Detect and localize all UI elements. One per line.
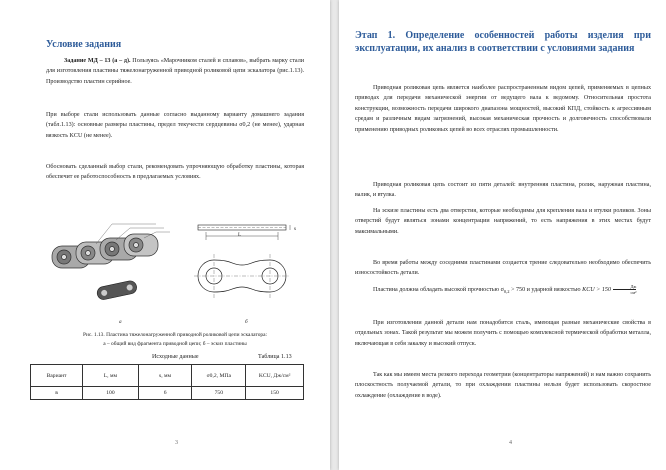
source-data-table [30, 364, 304, 400]
cell-kcu: 150 [246, 387, 304, 400]
table-number: Таблица 1.13 [258, 354, 292, 360]
table-row [31, 387, 304, 400]
cell-sigma: 750 [192, 387, 246, 400]
right-paragraph-6: При изготовлении данной детали нам понадобится сталь, имеющая разные механические свойства в отдельных зонах. Такой результат мы можем получить с помощью комплексной термической обработки металла, включающая в себя закалку и высокий отпуск. [355, 320, 651, 347]
task-text: Пользуясь «Марочником сталей и сплавов», выбрать марку стали для изготовления пластины тяжелонагруженной приводной роликовой цепи эскалатора (рис.1.13). Производство пластин серийное. [46, 58, 304, 85]
kcu-units-fraction [613, 284, 637, 295]
kcu-formula: KCU > 150 [582, 286, 611, 293]
left-heading: Условие задания [46, 39, 122, 50]
paragraph-2: При выборе стали использовать данные согласно выданному варианту домашнего задания (табл.1.13): основные размеры пластины, предел текучести сердцевины σ0,2 (не менее), ударная вязкость KCU (не менее). [46, 112, 304, 139]
page-number-left: 3 [175, 440, 178, 446]
header-variant: Вариант [31, 365, 83, 387]
header-L: L, мм [83, 365, 139, 387]
dimension-L: L [238, 232, 242, 238]
cell-L: 100 [83, 387, 139, 400]
right-paragraph-3: На эскизе пластины есть два отверстия, которые необходимы для крепления вала и втулки роликов. Зоны отверстий будут являться зонами концентрации напряжений, то есть напряжения в этих местах будут максимальными. [355, 208, 651, 235]
right-heading: Этап 1. Определение особенностей работы изделия при эксплуатации, их анализ в соответствии с условиями задания [355, 30, 651, 54]
right-paragraph-4: Во время работы между соседними пластинами создается трение следовательно необходимо обеспечить износостойкость детали. [355, 260, 651, 277]
sigma-subscript: 0,2 [503, 289, 510, 295]
task-id: Задание МД – 13 (а – д). [64, 58, 131, 64]
plate-front-view [194, 254, 290, 298]
figure-caption-line-1: Рис. 1.13. Пластина тяжелонагруженной приводной роликовой цепи эскалатора: [82, 332, 268, 338]
right-paragraph-7: Так как мы имеем места резкого перехода геометрии (концентраторы напряжений) и нам важно сохранить плоскостность получаемой детали, то при охлаждении пластины нельзя будет использовать скоростное охлаждение (охлаждение в воде). [355, 372, 651, 399]
strength-text: Пластина должна обладать высокой прочностью σ [373, 286, 504, 293]
chain-links [52, 234, 158, 268]
left-page [0, 0, 330, 470]
plate-side-view [198, 225, 290, 240]
paragraph-3: Обосновать сделанный выбор стали, рекомендовать упрочняющую обработку пластины, которая обеспечит ее работоспособность в предлагаемых условиях. [46, 164, 304, 181]
cell-variant: в [31, 387, 83, 400]
cell-s: 6 [138, 387, 192, 400]
table-caption: Исходные данные [152, 354, 199, 360]
fraction-numerator: Дж [613, 284, 637, 290]
right-paragraph-5 [355, 284, 651, 298]
right-page [339, 0, 666, 470]
single-link-plate [96, 280, 138, 301]
figure-label-b: б [245, 319, 248, 325]
figure-label-a: а [119, 319, 122, 325]
figure-caption-line-2: а – общий вид фрагмента приводной цепи; б – эскиз пластины [103, 341, 247, 347]
strength-mid: > 750 и ударной вязкостью [509, 286, 583, 293]
header-s: s, мм [138, 365, 192, 387]
table-header-row [31, 365, 304, 387]
page-number-right: 4 [509, 440, 512, 446]
task-paragraph [46, 56, 304, 87]
header-sigma: σ0,2, МПа [192, 365, 246, 387]
header-kcu: KCU, Дж/см² [246, 365, 304, 387]
figure-caption [46, 331, 304, 349]
right-paragraph-2: Приводная роликовая цепь состоит из пяти деталей: внутренняя пластина, ролик, наружная пластина, валик, и втулка. [355, 182, 651, 199]
chain-fragment-figure [46, 216, 176, 316]
plate-sketch-figure [192, 222, 302, 310]
dimension-s: s [294, 226, 297, 232]
right-paragraph-1: Приводная роликовая цепь является наиболее распространенным видом цепей, применяемых в цепных приводах для передачи механической энергии от ведущего вала к ведомому. Относительная простота конструкции, возможность передачи широкого диапазона мощностей, высокий КПД, стойкость к агрессивным средам и различным видам загрязнений, высокая механическая прочность и долговечность способствовали применению приводных роликовых цепей во всех отраслях промышленности. [355, 85, 651, 133]
fraction-denominator: см² [630, 290, 637, 295]
